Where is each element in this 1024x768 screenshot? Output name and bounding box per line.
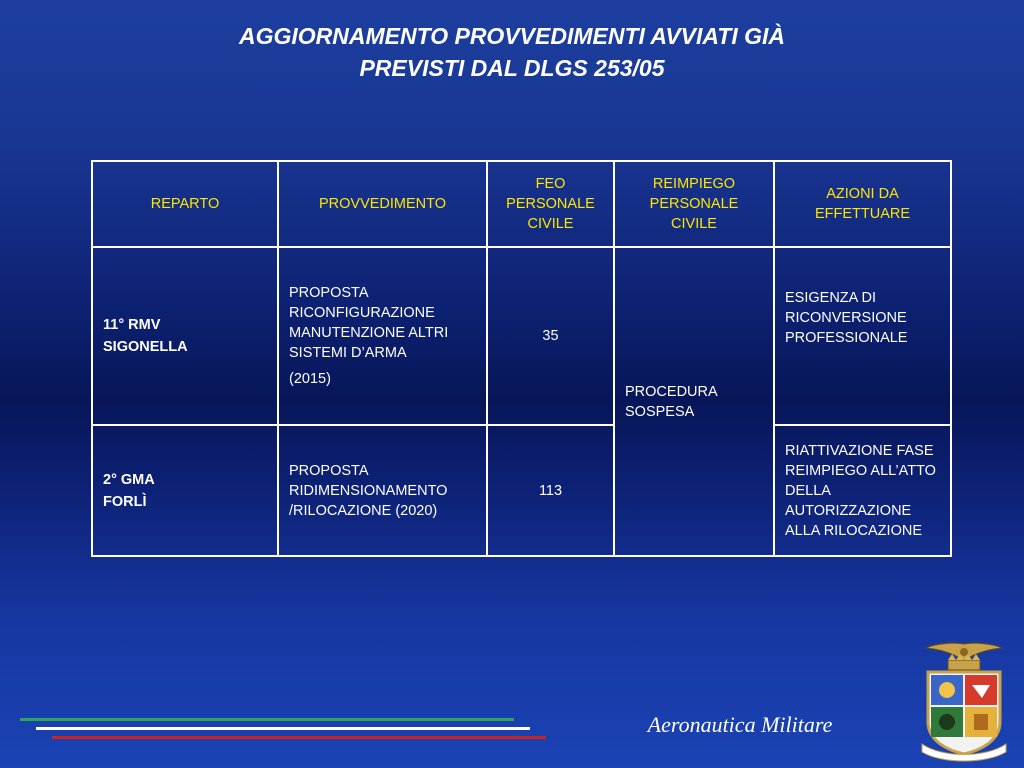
cell-reparto — [92, 247, 278, 425]
aeronautica-militare-crest-icon — [912, 640, 1016, 764]
slide-title — [100, 20, 924, 84]
tricolor-stripes — [20, 718, 550, 742]
header-provvedimento: PROVVEDIMENTO — [278, 161, 487, 247]
reparto-line-2: SIGONELLA — [103, 339, 188, 355]
stripe-white — [36, 727, 530, 730]
reparto-line-2: FORLÌ — [103, 493, 147, 510]
provvedimento-year: (2015) — [289, 371, 331, 387]
cell-reparto — [92, 425, 278, 556]
cell-reimpiego-merged: PROCEDURA SOSPESA — [614, 247, 774, 556]
provvedimento-text: PROPOSTA RICONFIGURAZIONE MANUTENZIONE ALTRI SISTEMI D’ARMA — [289, 285, 449, 361]
stripe-red — [52, 736, 546, 739]
header-feo: FEO PERSONALE CIVILE — [487, 161, 614, 247]
provvedimenti-table — [91, 160, 952, 557]
header-reimpiego: REIMPIEGO PERSONALE CIVILE — [614, 161, 774, 247]
cell-azioni: RIATTIVAZIONE FASE REIMPIEGO ALL’ATTO DELLA AUTORIZZAZIONE ALLA RILOCAZIONE — [774, 425, 951, 556]
reparto-line-1: 11° RMV — [103, 317, 161, 333]
cell-provvedimento: PROPOSTA RIDIMENSIONAMENTO /RILOCAZIONE (2020) — [278, 425, 487, 556]
cell-azioni: ESIGENZA DI RICONVERSIONE PROFESSIONALE — [774, 247, 951, 425]
cell-provvedimento — [278, 247, 487, 425]
reparto-line-1: 2° GMA — [103, 471, 155, 488]
table-row — [92, 247, 951, 425]
header-azioni: AZIONI DA EFFETTUARE — [774, 161, 951, 247]
cell-feo: 35 — [487, 247, 614, 425]
table-header-row — [92, 161, 951, 247]
cell-feo: 113 — [487, 425, 614, 556]
slide-title-line-1: AGGIORNAMENTO PROVVEDIMENTI AVVIATI GIÀ — [238, 23, 786, 49]
footer-brand: Aeronautica Militare — [647, 712, 833, 737]
slide-title-line-2: PREVISTI DAL DLGS 253/05 — [359, 55, 665, 81]
table-row — [92, 425, 951, 556]
header-reparto: REPARTO — [92, 161, 278, 247]
stripe-green — [20, 718, 514, 721]
